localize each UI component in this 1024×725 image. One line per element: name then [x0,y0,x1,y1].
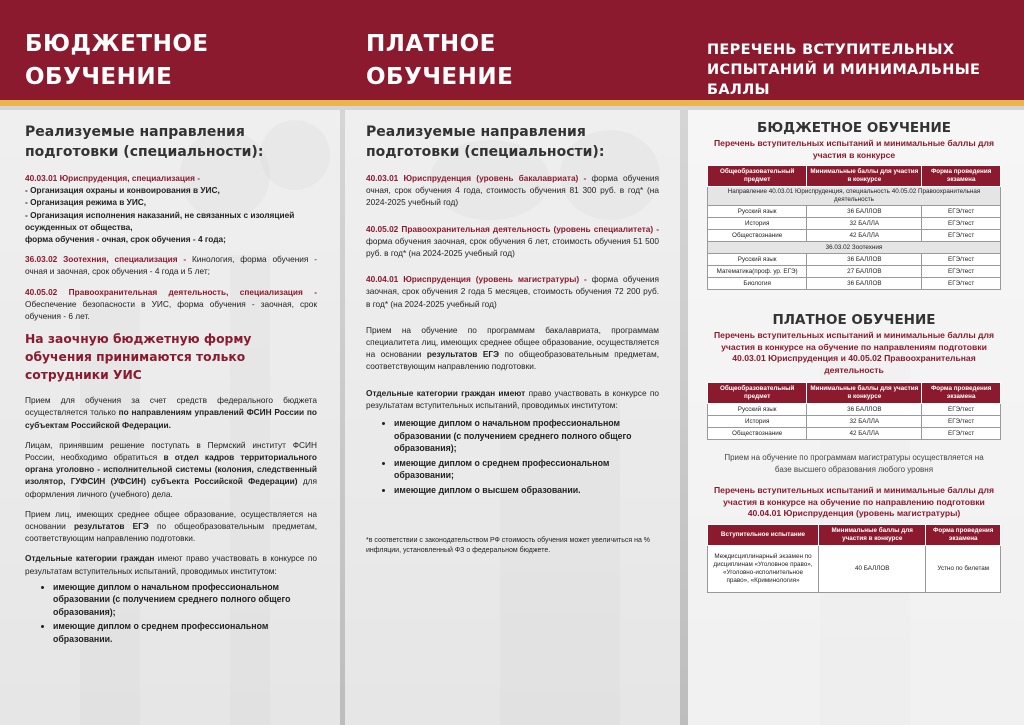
master-exams-table [707,524,1001,593]
paid-direction-2: 40.05.02 Правоохранительная деятельность (уровень специалитета) - форма обучения заочная, срок обучения 6 лет, стоимость обучения 51 500 руб. в год* (на 2024-2025 учебный год) [366,223,659,259]
table-row: Междисциплинарный экзамен по дисциплинам «Уголовное право», «Уголовно-исполнительное право», «Криминология» 40 БАЛЛОВ Устно по билетам [708,545,1001,592]
list-item: • имеющие диплом о высшем образовании. [394,484,659,497]
paid-paragraph-1: Прием на обучение по программам бакалавриата, программам специалитета лиц, имеющих среднее общее образование, осуществляется на основании результатов ЕГЭ по общеобразовательным предметам, соответствующим направлению подготовки. [366,324,659,372]
budget-heading: Реализуемые направления подготовки (специальности): [25,124,264,160]
header-exams-title: ПЕРЕЧЕНЬ ВСТУПИТЕЛЬНЫХ ИСПЫТАНИЙ И МИНИМАЛЬНЫЕ БАЛЛЫ [707,42,981,98]
table-row: Математика(проф. ур. ЕГЭ) 27 БАЛЛОВ ЕГЭ/тест [708,266,1001,278]
table-header: Общеобразовательный предмет [708,166,807,187]
table-header: Минимальные баллы для участия в конкурсе [819,524,926,545]
table-row: Обществознание 42 БАЛЛА ЕГЭ/тест [708,230,1001,242]
exams-master-subtitle: Перечень вступительных испытаний и минимальные баллы для участия в конкурсе на обучение по направлению подготовки 40.04.01 Юриспруденция (уровень магистратуры) [714,485,994,518]
table-row: Биология 36 БАЛЛОВ ЕГЭ/тест [708,278,1001,290]
budget-direction-3: 40.05.02 Правоохранительная деятельность, специализация - Обеспечение безопасности в УИС, форма обучения - заочная, срок обучения - 6 лет. [25,286,317,322]
paid-footnote: *в соответствии с законодательством РФ стоимость обучения может увеличиться на % инфляции, установленный ФЗ о федеральном бюджете. [366,537,651,555]
exams-paid-subtitle: Перечень вступительных испытаний и минимальные баллы для участия в конкурсе на обучение по направлениям подготовки 40.03.01 Юриспруденция и 40.05.02 Правоохранительная деятельность [714,330,994,375]
budget-bullets [25,581,317,646]
table-header: Минимальные баллы для участия в конкурсе [807,383,922,404]
budget-exams-table [707,165,1001,290]
budget-callout: На заочную бюджетную форму обучения принимаются только сотрудники УИС [25,332,252,383]
paid-paragraph-2: Отдельные категории граждан имеют право участвовать в конкурсе по результатам вступительных испытаний, проводимых институтом: [366,387,659,410]
table-header: Форма проведения экзамена [926,524,1001,545]
list-item: • имеющие диплом о начальном профессиональном образовании (с получением среднего полного общего образования); [394,417,659,455]
table-header: Общеобразовательный предмет [708,383,807,404]
list-item: • имеющие диплом о начальном профессиональном образовании (с получением среднего полного общего образования); [53,581,317,619]
table-header: Форма проведения экзамена [922,383,1001,404]
paid-exams-table [707,382,1001,440]
paid-bullets [366,417,659,496]
budget-paragraph-3: Прием лиц, имеющих среднее общее образование, осуществляется на основании результатов ЕГЭ по общеобразовательным предметам, соответствующим направлению подготовки. [25,508,318,544]
paid-direction-1: 40.03.01 Юриспруденция (уровень бакалавриата) - форма обучения очная, срок обучения 4 года, стоимость обучения 81 300 руб. в год* (на 2024-2025 учебный год) [366,173,659,208]
table-row: Обществознание 42 БАЛЛА ЕГЭ/тест [708,428,1001,440]
table-row: Русский язык 36 БАЛЛОВ ЕГЭ/тест [708,206,1001,218]
table-header: Форма проведения экзамена [922,166,1001,187]
table-row: История 32 БАЛЛА ЕГЭ/тест [708,416,1001,428]
list-item: • имеющие диплом о среднем профессиональном образовании. [53,620,317,645]
gold-stripe [0,100,1024,106]
table-section: 36.03.02 Зоотехния [708,242,1001,254]
budget-column [25,122,317,647]
paid-column [366,122,659,556]
budget-direction-2: 36.03.02 Зоотехния, специализация - Кинология, форма обучения - очная и заочная, срок обучения - 4 года и 5 лет; [25,254,317,277]
budget-paragraph-4: Отдельные категории граждан имеют право участвовать в конкурсе по результатам вступительных испытаний, проводимых институтом: [25,553,317,576]
paid-direction-3: 40.04.01 Юриспруденция (уровень магистратуры) - форма обучения заочная, срок обучения 2 года 5 месяцев, стоимость обучения 72 200 руб. в год* (на 2024-2025 учебный год) [366,274,659,309]
header-bar [0,0,1024,100]
table-header: Минимальные баллы для участия в конкурсе [807,166,922,187]
table-row: Русский язык 36 БАЛЛОВ ЕГЭ/тест [708,254,1001,266]
budget-paragraph-2: Лицам, принявшим решение поступать в Пермский институт ФСИН России, необходимо обратиться в отдел кадров территориального органа уголовно - исполнительной системы (колония, следственный изолятор, ГУФСИН (УФСИН) субъекта Российской Федерации) для оформления личного (учебного) дела. [25,439,317,499]
table-row: История 32 БАЛЛА ЕГЭ/тест [708,218,1001,230]
budget-paragraph-1: Прием для обучения за счет средств федерального бюджета осуществляется только по направлениям управлений ФСИН России по субъектам Российской Федерации. [25,395,317,430]
table-section: Направление 40.03.01 Юриспруденция, специальность 40.05.02 Правоохранительная деятельность [708,187,1001,206]
master-note: Прием на обучение по программам магистратуры осуществляется на базе высшего образования любого уровня [724,453,984,474]
exams-paid-title: ПЛАТНОЕ ОБУЧЕНИЕ [772,312,936,328]
table-row: Русский язык 36 БАЛЛОВ ЕГЭ/тест [708,404,1001,416]
table-header: Вступительное испытание [708,524,819,545]
budget-direction-1: 40.03.01 Юриспруденция, специализация - - Организация охраны и конвоирования в УИС, - Организация режима в УИС, - Организация исполнения наказаний, не связанных с изоляцией осужденных от общества, форма обучения - очная, срок обучения - 4 года; [25,173,295,245]
paid-heading: Реализуемые направления подготовки (специальности): [366,124,605,160]
header-budget-title: БЮДЖЕТНОЕ ОБУЧЕНИЕ [25,31,209,90]
exams-budget-subtitle: Перечень вступительных испытаний и минимальные баллы для участия в конкурсе [714,138,994,160]
list-item: • имеющие диплом о среднем профессиональном образовании; [394,457,659,482]
exams-column [707,120,1001,593]
exams-budget-title: БЮДЖЕТНОЕ ОБУЧЕНИЕ [757,120,951,136]
header-paid-title: ПЛАТНОЕ ОБУЧЕНИЕ [366,31,514,90]
